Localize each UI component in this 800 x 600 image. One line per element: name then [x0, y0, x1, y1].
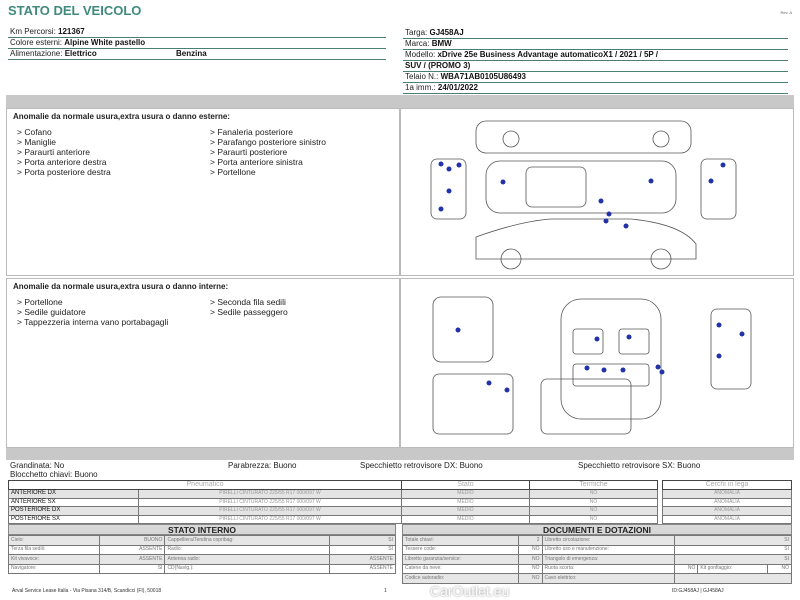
- field-value: SUV / (PROMO 3): [405, 61, 471, 70]
- kv-value: ASSENTE: [99, 555, 165, 565]
- exterior-diagram: [400, 108, 794, 276]
- damage-marker: [457, 163, 462, 168]
- kv-value: NO: [518, 574, 542, 584]
- field-value: WBA71AB0105U86493: [440, 72, 526, 81]
- vehicle-field: [403, 39, 788, 50]
- documenti-title: DOCUMENTI E DOTAZIONI: [402, 524, 792, 535]
- field-label: Targa:: [405, 28, 428, 37]
- damage-marker: [487, 381, 492, 386]
- interior-diagram: [400, 278, 794, 448]
- damage-item: > Cofano: [17, 127, 52, 137]
- kv-value: SI: [674, 536, 791, 546]
- col-stato: Stato: [402, 481, 530, 490]
- damage-marker: [627, 335, 632, 340]
- tyre-termiche: NO: [530, 515, 658, 524]
- tyre-row: [9, 498, 658, 507]
- page-title: STATO DEL VEICOLO: [8, 3, 142, 18]
- damage-marker: [602, 368, 607, 373]
- blocchetto-chiavi: Blocchetto chiavi: Buono: [10, 470, 98, 479]
- tyre-table: [8, 480, 658, 524]
- vehicle-field: [403, 61, 788, 72]
- kv-label: Catene da neve:: [403, 564, 519, 574]
- vehicle-field: [403, 83, 788, 94]
- kv-row: [403, 545, 792, 555]
- kv-value: 2: [518, 536, 542, 546]
- damage-item: > Tappezzeria interna vano portabagagli: [17, 317, 169, 327]
- tyre-stato: MEDIO: [402, 515, 530, 524]
- kv-label: Libretto garanzia/service:: [403, 555, 519, 565]
- damage-item: > Seconda fila sedili: [210, 297, 286, 307]
- revision: Rev. A: [780, 10, 792, 15]
- tyre-position: ANTERIORE DX: [9, 490, 139, 499]
- watermark-logo: CarOutlet.eu: [430, 583, 510, 599]
- section-divider: [6, 448, 794, 460]
- kv-label: Terza fila sedili:: [9, 545, 100, 555]
- kv-value: SI: [330, 545, 396, 555]
- kv-value: ASSENTE: [330, 555, 396, 565]
- field-label: Colore esterni:: [10, 38, 63, 47]
- kv-row: [403, 536, 792, 546]
- alloy-row: [663, 498, 792, 507]
- damage-marker: [607, 212, 612, 217]
- vehicle-field: [403, 50, 788, 61]
- kv-label: Cappelliera/Tendina copribag:: [165, 536, 330, 546]
- kv-row: [9, 555, 396, 565]
- tyre-termiche: NO: [530, 507, 658, 516]
- damage-item: > Porta anteriore destra: [17, 157, 107, 167]
- kv-label: Totale chiavi:: [403, 536, 519, 546]
- field-label: Modello:: [405, 50, 436, 59]
- kv-row: [403, 574, 792, 584]
- parabrezza: Parabrezza: Buono: [228, 461, 297, 470]
- grandinata: Grandinata: No: [10, 461, 65, 470]
- col-termiche: Termiche: [530, 481, 658, 490]
- documenti-table: [402, 535, 792, 584]
- kv-label: Navigatore:: [9, 564, 100, 574]
- tyre-row: [9, 490, 658, 499]
- kv-row: [403, 555, 792, 565]
- field-value: xDrive 25e Business Advantage automaticoX1 / 2021 / 5P /: [437, 50, 659, 59]
- alloy-row: [663, 515, 792, 524]
- tyre-model: PIRELLI CINTURATO 225/55 R17 000/097 W: [139, 490, 402, 499]
- damage-marker: [656, 365, 661, 370]
- interior-list-1: [17, 297, 187, 327]
- kv-row: [9, 536, 396, 546]
- damage-item: > Maniglie: [17, 137, 56, 147]
- damage-marker: [740, 332, 745, 337]
- damage-marker: [595, 337, 600, 342]
- kv-label: Tessere code:: [403, 545, 519, 555]
- field-label: Marca:: [405, 39, 430, 48]
- kv-row: [403, 564, 792, 574]
- tyre-model: PIRELLI CINTURATO 225/55 R17 000/097 W: [139, 498, 402, 507]
- damage-item: > Sedile guidatore: [17, 307, 86, 317]
- vehicle-field: [8, 27, 386, 38]
- kv-row: [9, 545, 396, 555]
- document-id: ID:GJ458AJ | GJ458AJ: [672, 588, 724, 594]
- damage-marker: [624, 224, 629, 229]
- alloy-row: [663, 507, 792, 516]
- field-label: Alimentazione:: [10, 49, 63, 58]
- tyre-position: POSTERIORE DX: [9, 507, 139, 516]
- damage-marker: [447, 167, 452, 172]
- kv-value: NO: [674, 564, 698, 574]
- kv-label: Antenna radio:: [165, 555, 330, 565]
- tyre-stato: MEDIO: [402, 490, 530, 499]
- kv-value: [674, 574, 791, 584]
- kv-label: Cavo elettrico:: [542, 574, 674, 584]
- kv-label: Radio:: [165, 545, 330, 555]
- kv-label: CD(Navig.):: [165, 564, 330, 574]
- field-value: 121367: [58, 27, 85, 36]
- tyre-termiche: NO: [530, 490, 658, 499]
- damage-marker: [660, 370, 665, 375]
- damage-item: > Paraurti posteriore: [210, 147, 288, 157]
- damage-marker: [709, 179, 714, 184]
- kv-value: NO: [518, 545, 542, 555]
- tyre-stato: MEDIO: [402, 498, 530, 507]
- exterior-heading: Anomalie da normale usura,extra usura o danno esterne:: [13, 112, 230, 121]
- interior-heading: Anomalie da normale usura,extra usura o danno interne:: [13, 282, 229, 291]
- field-label: 1a imm.:: [405, 83, 436, 92]
- col-pneumatico: Pneumatico: [9, 481, 402, 490]
- kv-label: Ruota scorta:: [542, 564, 674, 574]
- field-value: 24/01/2022: [437, 83, 478, 92]
- field-value: BMW: [431, 39, 452, 48]
- damage-marker: [456, 328, 461, 333]
- kv-value: ASSENTE: [330, 564, 396, 574]
- damage-marker: [721, 163, 726, 168]
- interior-list-2: [210, 297, 288, 317]
- tyre-position: POSTERIORE SX: [9, 515, 139, 524]
- footer-company: Arval Service Lease Italia - Via Pisana 314/B, Scandicci (FI), 50018: [12, 588, 162, 594]
- damage-marker: [439, 207, 444, 212]
- damage-marker: [649, 179, 654, 184]
- alloy-row: [663, 490, 792, 499]
- tyre-position: ANTERIORE SX: [9, 498, 139, 507]
- kv-label: Cielo:: [9, 536, 100, 546]
- tyre-row: [9, 515, 658, 524]
- damage-marker: [447, 189, 452, 194]
- kv-label: Triangolo di emergenza:: [542, 555, 674, 565]
- kv-value: BUONO: [99, 536, 165, 546]
- kv-value: NO: [518, 555, 542, 565]
- kv-value: SI: [674, 555, 791, 565]
- tyre-model: PIRELLI CINTURATO 225/55 R17 000/097 W: [139, 507, 402, 516]
- damage-marker: [439, 162, 444, 167]
- damage-item: > Sedile passeggero: [210, 307, 288, 317]
- damage-item: > Fanaleria posteriore: [210, 127, 293, 137]
- damage-item: > Paraurti anteriore: [17, 147, 90, 157]
- vehicle-field: [8, 49, 386, 60]
- stato-interno-table: [8, 535, 396, 574]
- tyre-stato: MEDIO: [402, 507, 530, 516]
- damage-item: > Porta posteriore destra: [17, 167, 111, 177]
- damage-marker: [585, 366, 590, 371]
- field-value: Elettrico: [64, 49, 97, 58]
- kv-label: Libretto circolazione:: [542, 536, 674, 546]
- vehicle-field: [403, 72, 788, 83]
- damage-marker: [604, 219, 609, 224]
- alloy-status: ANOMALIA: [663, 498, 792, 507]
- damage-marker: [505, 388, 510, 393]
- damage-item: > Porta anteriore sinistra: [210, 157, 303, 167]
- col-cerchi: Cerchi in lega: [663, 481, 792, 490]
- field-value-2: Benzina: [176, 49, 207, 58]
- exterior-list-1: [17, 127, 111, 177]
- kv-label: Libretto uso e manutenzione:: [542, 545, 674, 555]
- exterior-damage-panel: [6, 108, 400, 276]
- damage-marker: [599, 199, 604, 204]
- vehicle-field: [403, 28, 788, 39]
- specchietto-sx: Specchietto retrovisore SX: Buono: [578, 461, 701, 470]
- tyre-termiche: NO: [530, 498, 658, 507]
- section-divider: [6, 95, 794, 108]
- kv-value: SI: [330, 536, 396, 546]
- specchietto-dx: Specchietto retrovisore DX: Buono: [360, 461, 483, 470]
- kv-label: Kit vivavoce:: [9, 555, 100, 565]
- alloy-table: [662, 480, 792, 524]
- damage-marker: [501, 180, 506, 185]
- alloy-status: ANOMALIA: [663, 490, 792, 499]
- vehicle-field: [8, 38, 386, 49]
- damage-item: > Portellone: [17, 297, 63, 307]
- damage-item: > Parafango posteriore sinistro: [210, 137, 326, 147]
- damage-marker: [717, 323, 722, 328]
- alloy-status: ANOMALIA: [663, 515, 792, 524]
- field-value: Alpine White pastello: [64, 38, 146, 47]
- kv-value: SI: [99, 564, 165, 574]
- exterior-list-2: [210, 127, 326, 177]
- kv-value: NO: [768, 564, 792, 574]
- damage-marker: [717, 354, 722, 359]
- interior-damage-panel: [6, 278, 400, 448]
- damage-marker: [621, 368, 626, 373]
- damage-item: > Portellone: [210, 167, 256, 177]
- kv-label: Codice autoradio:: [403, 574, 519, 584]
- alloy-status: ANOMALIA: [663, 507, 792, 516]
- field-value: GJ458AJ: [429, 28, 464, 37]
- kv-label: Kit gonfiaggio:: [698, 564, 768, 574]
- kv-value: ASSENTE: [99, 545, 165, 555]
- stato-interno-title: STATO INTERNO: [8, 524, 396, 535]
- kv-row: [9, 564, 396, 574]
- page-number: 1: [384, 588, 387, 594]
- kv-value: SI: [674, 545, 791, 555]
- tyre-row: [9, 507, 658, 516]
- field-label: Km Percorsi:: [10, 27, 56, 36]
- kv-value: NO: [518, 564, 542, 574]
- field-label: Telaio N.:: [405, 72, 439, 81]
- tyre-model: PIRELLI CINTURATO 225/55 R17 000/097 W: [139, 515, 402, 524]
